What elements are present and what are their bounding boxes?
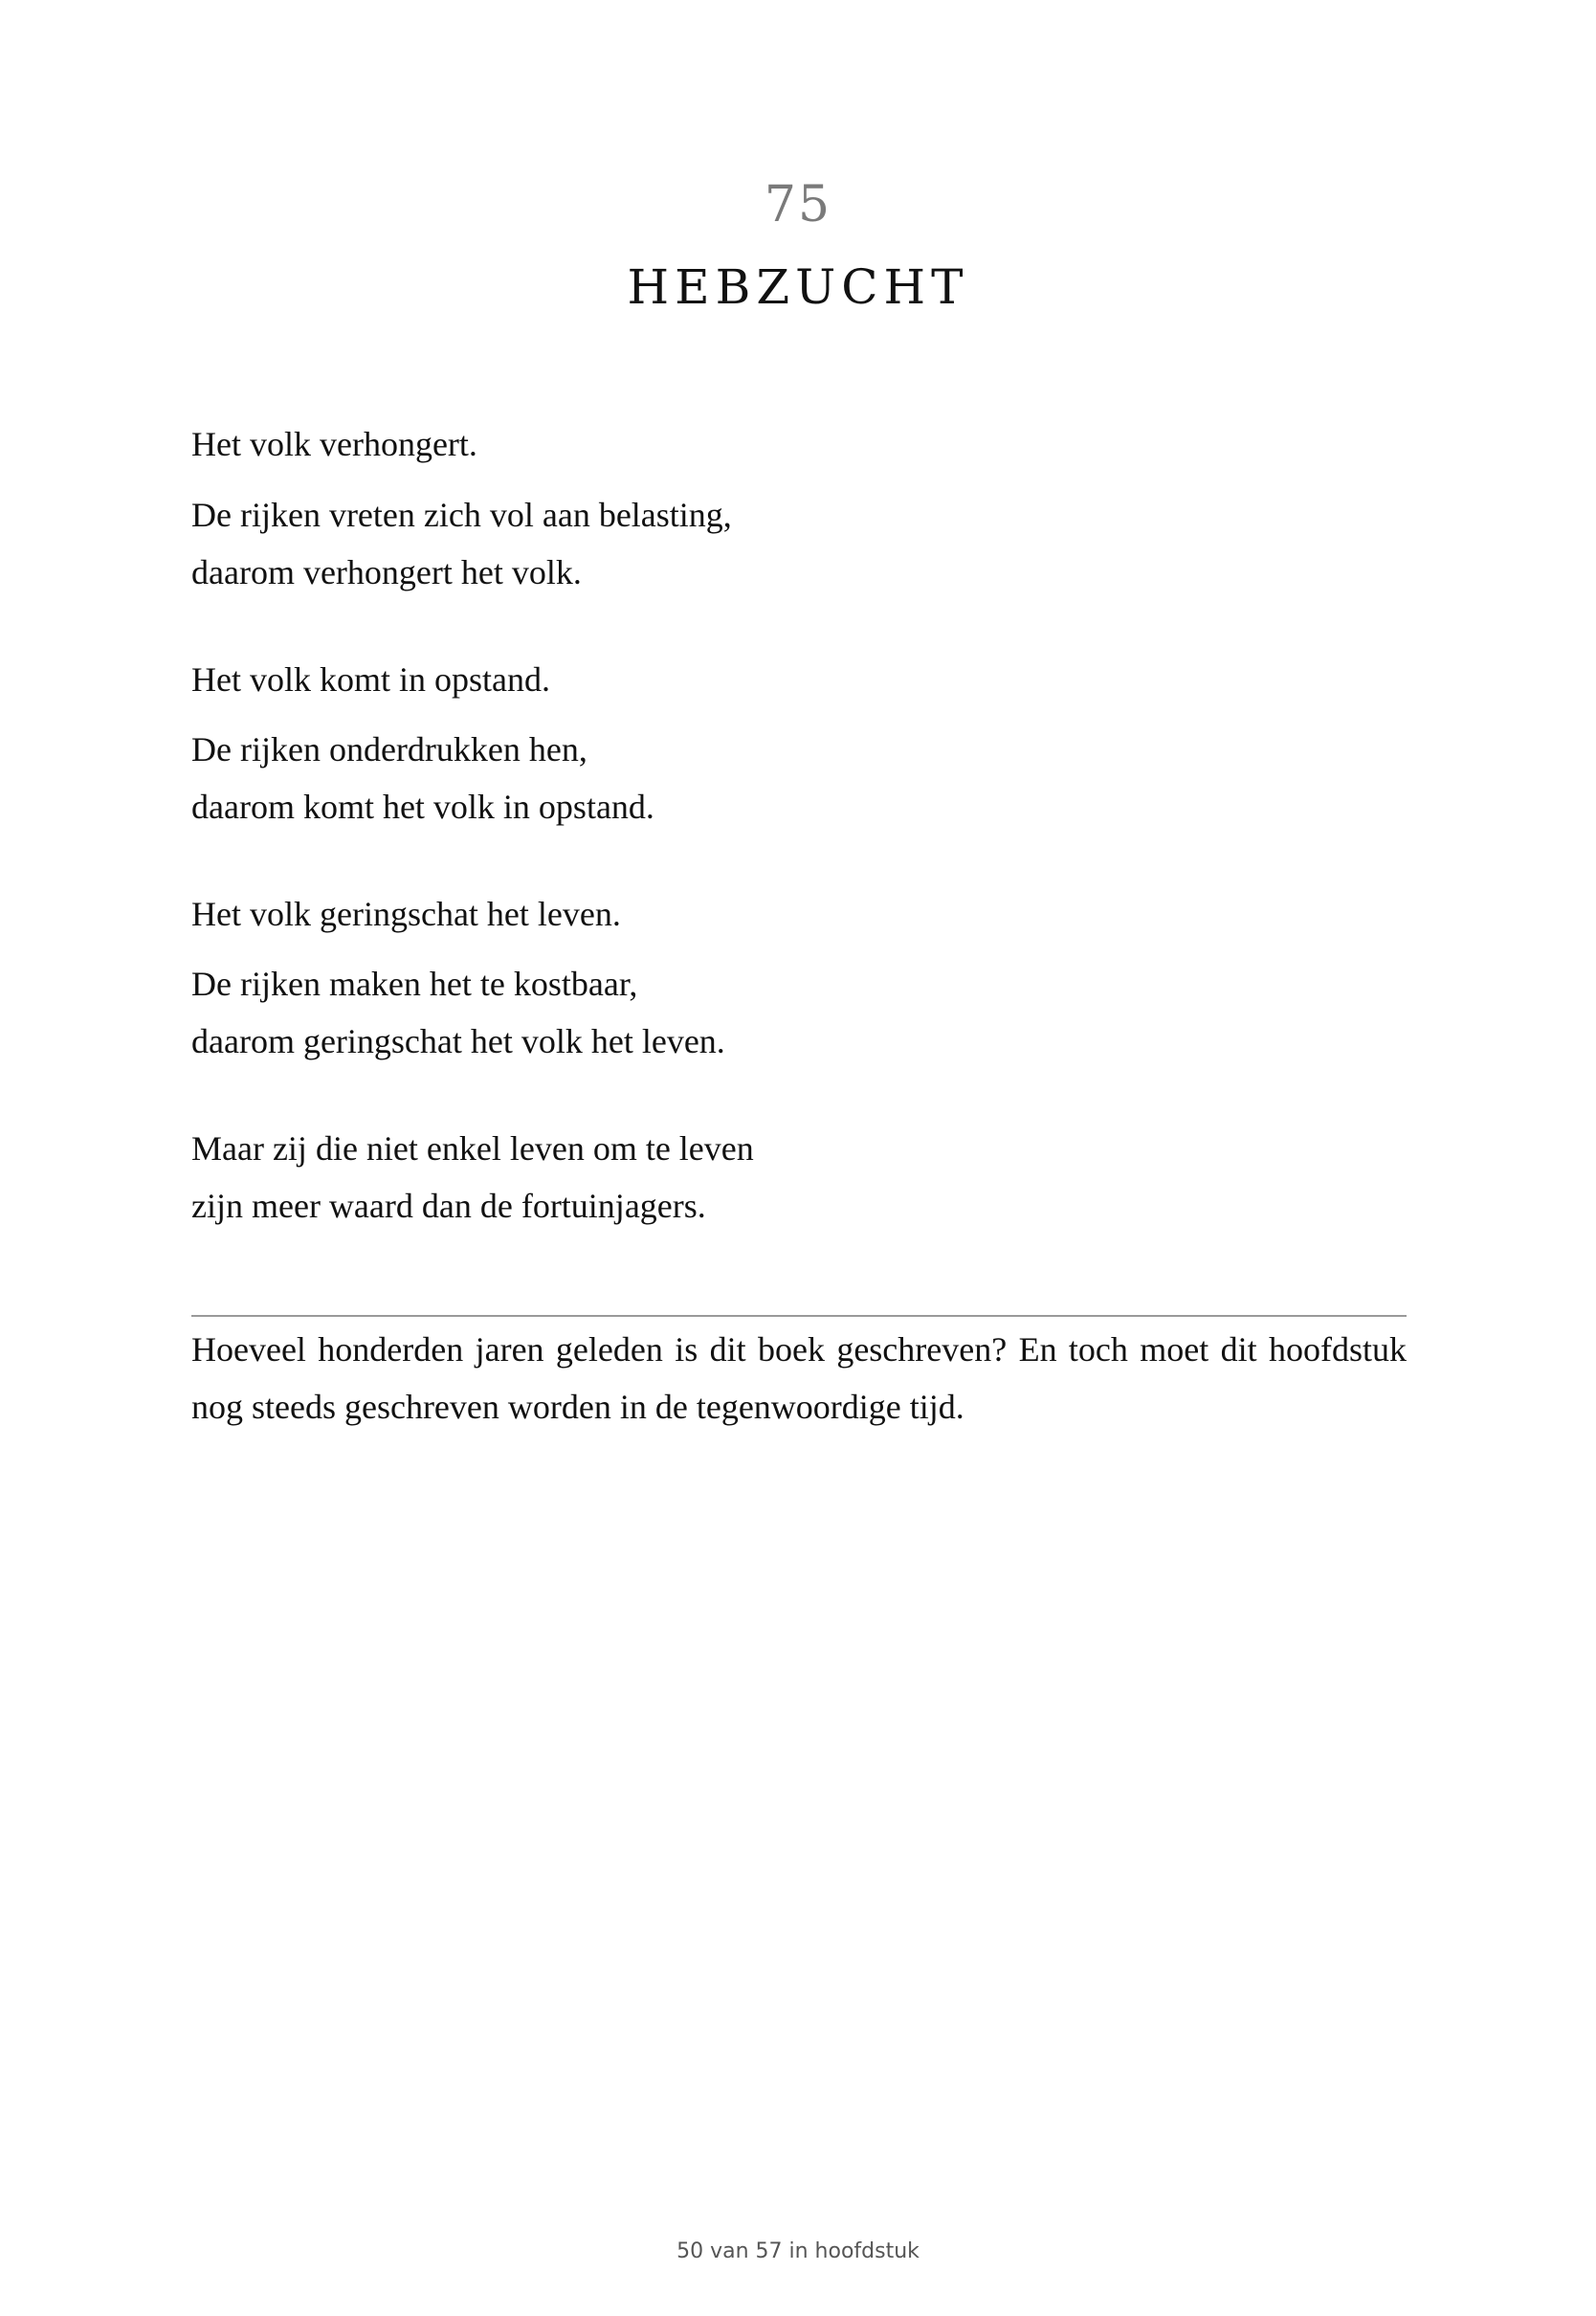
stanza-2-opening	[191, 651, 1407, 708]
chapter-title: HEBZUCHT	[627, 259, 969, 315]
verse-line: De rijken maken het te kostbaar,	[191, 965, 638, 1003]
verse-line: De rijken vreten zich vol aan belasting,	[191, 496, 732, 534]
stanza-1-body	[191, 486, 1407, 601]
commentary-divider	[191, 1315, 1407, 1317]
stanza-3-body	[191, 955, 1407, 1070]
verse-line: Het volk verhongert.	[191, 425, 477, 463]
commentary-note: Hoeveel honderden jaren geleden is dit boek geschreven? En toch moet dit hoofdstuk nog steeds geschreven worden in de tegenwoordige tijd.	[191, 1330, 1407, 1426]
stanza-4	[191, 1120, 1407, 1235]
verse-line: daarom komt het volk in opstand.	[191, 788, 654, 826]
verse-line: zijn meer waard dan de fortuinjagers.	[191, 1187, 706, 1225]
chapter-number: 75	[764, 176, 832, 234]
verse-line: Het volk geringschat het leven.	[191, 895, 621, 933]
chapter-progress: 50 van 57 in hoofdstuk	[676, 2239, 920, 2263]
verse-line: daarom verhongert het volk.	[191, 553, 582, 591]
verse-line: Maar zij die niet enkel leven om te leven	[191, 1129, 754, 1168]
stanza-2-body	[191, 721, 1407, 835]
verse-line: Het volk komt in opstand.	[191, 660, 550, 699]
verse-line: De rijken onderdrukken hen,	[191, 730, 587, 768]
stanza-1-opening	[191, 415, 1407, 473]
stanza-3-opening	[191, 885, 1407, 943]
verse-line: daarom geringschat het volk het leven.	[191, 1022, 725, 1060]
